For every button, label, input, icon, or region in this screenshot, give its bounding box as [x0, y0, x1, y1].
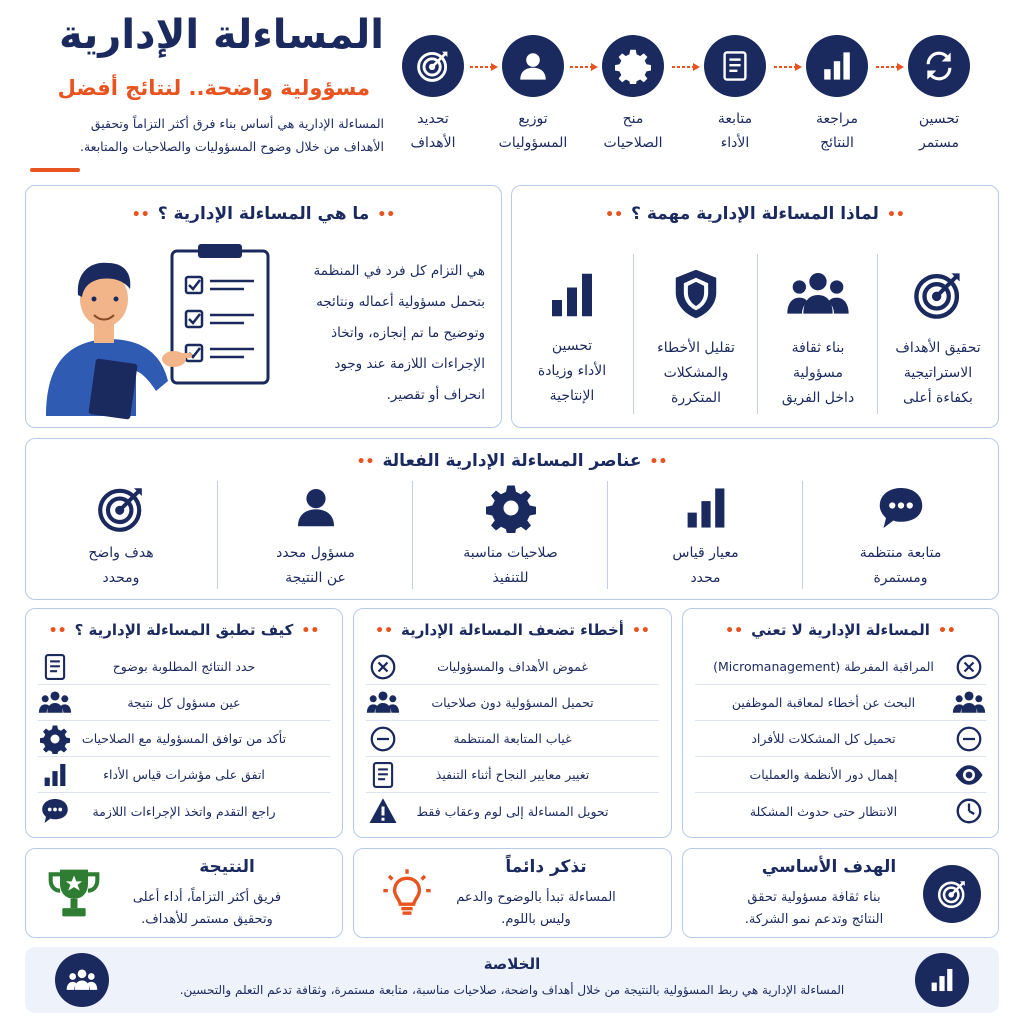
what-is-card: ••ما هي المساءلة الإدارية ؟•• هي التزام كل فرد في المنظمة بتحمل مسؤولية أعماله ونتائجه وتوضيح ما تم إنجازه، واتخاذ الإجراءات اللازمة عند وجود انحراف أو تقصير. [25, 185, 502, 428]
list-item: إهمال دور الأنظمة والعمليات [695, 757, 986, 793]
mistakes-title: أخطاء تضعف المساءلة الإدارية [401, 621, 624, 639]
eye-icon [953, 760, 985, 790]
goal-badge [923, 865, 981, 923]
user-icon [516, 49, 550, 83]
summary-title: الخلاصة [483, 955, 541, 973]
step-assign-responsibilities [488, 35, 578, 155]
not-mean-card: ••المساءلة الإدارية لا تعني•• المراقبة المفرطة (Micromanagement) البحث عن أخطاء لمعاقبة الموظفين تحميل كل المشكلات للأفراد إهمال دور الأنظمة والعمليات الانتظار حتى حدوث المشكلة [682, 608, 999, 838]
mistakes-card: ••أخطاء تضعف المساءلة الإدارية•• غموض الأهداف والمسؤوليات تحميل المسؤولية دون صلاحيات غياب المتابعة المنتظمة تغيير معايير النجاح أثناء التنفيذ تحويل المساءلة إلى لوم وعقاب فقط [353, 608, 672, 838]
step-label: النتائج [820, 135, 854, 151]
result-title: النتيجة [199, 857, 255, 877]
target-icon [911, 268, 965, 322]
shield-icon [669, 266, 723, 322]
step-grant-authority [588, 35, 678, 155]
header-underline [30, 168, 80, 172]
step-label: الصلاحيات [603, 135, 663, 151]
user-icon [292, 483, 340, 531]
team-icon [38, 689, 72, 717]
summary-text: المساءلة الإدارية هي ربط المسؤولية بالنتيجة من خلال أهداف واضحة، صلاحيات مناسبة، متابعة مستمرة، وثقافة تدعم التعلم والتحسين. [179, 983, 845, 997]
list-item: تحميل المسؤولية دون صلاحيات [366, 685, 659, 721]
bar-chart-icon [42, 762, 68, 788]
why-item-culture: بناء ثقافة مسؤولية داخل الفريق [758, 268, 878, 411]
list-item: غياب المتابعة المنتظمة [366, 721, 659, 757]
why-item-goals: تحقيق الأهداف الاستراتيجية بكفاءة أعلى [878, 268, 998, 411]
goal-title: الهدف الأساسي [761, 857, 897, 877]
step-label: مستمر [918, 135, 960, 151]
goal-card [682, 848, 999, 938]
document-icon [719, 50, 751, 82]
list-item: تأكد من توافق المسؤولية مع الصلاحيات [38, 721, 330, 757]
list-item: تحويل المساءلة إلى لوم وعقاب فقط [366, 793, 659, 829]
bar-chart-icon [547, 270, 597, 320]
person-with-checklist-illustration [36, 241, 296, 421]
list-item: غموض الأهداف والمسؤوليات [366, 649, 659, 685]
remember-title: تذكر دائماً [505, 857, 587, 877]
why-important-card: ••لماذا المساءلة الإدارية مهمة ؟•• تحقيق الأهداف الاستراتيجية بكفاءة أعلى بناء ثقافة مسؤولية داخل الفريق تقليل الأخطاء والمشكلات المتكررة تحسين الأداء وزيادة الإنتاجية [511, 185, 999, 428]
element-responsible-person: مسؤول محدد عن النتيجة [218, 483, 413, 591]
remember-text: المساءلة تبدأ بالوضوح والدعم وليس باللوم. [456, 890, 616, 927]
minus-circle-icon [368, 724, 398, 754]
list-item: الانتظار حتى حدوث المشكلة [695, 793, 986, 829]
what-is-text: هي التزام كل فرد في المنظمة بتحمل مسؤولية أعماله ونتائجه وتوضيح ما تم إنجازه، واتخاذ الإجراءات اللازمة عند وجود انحراف أو تقصير. [313, 263, 485, 403]
team-icon [952, 689, 986, 717]
lightbulb-icon [380, 867, 434, 921]
document-icon [369, 761, 397, 789]
clock-icon [954, 796, 984, 826]
bar-chart-icon [821, 50, 853, 82]
list-item: البحث عن أخطاء لمعاقبة الموظفين [695, 685, 986, 721]
refresh-icon [921, 48, 957, 84]
why-item-reduce-errors: تقليل الأخطاء والمشكلات المتكررة [634, 266, 758, 411]
step-label: متابعة [717, 111, 753, 127]
document-icon [41, 653, 69, 681]
what-is-title: ما هي المساءلة الإدارية ؟ [157, 204, 370, 224]
list-item: اتفق على مؤشرات قياس الأداء [38, 757, 330, 793]
list-item: حدد النتائج المطلوبة بوضوح [38, 649, 330, 685]
step-label: تحديد [417, 111, 449, 127]
chat-icon [876, 483, 926, 533]
element-regular-followup: متابعة منتظمة ومستمرة [803, 483, 998, 591]
step-review-results [792, 35, 882, 155]
not-mean-title: المساءلة الإدارية لا تعني [751, 621, 930, 639]
step-continuous-improvement [894, 35, 984, 155]
list-item: تغيير معايير النجاح أثناء التنفيذ [366, 757, 659, 793]
x-circle-icon [954, 652, 984, 682]
list-item: راجع التقدم واتخذ الإجراءات اللازمة [38, 793, 330, 829]
step-label: المسؤوليات [498, 135, 568, 151]
remember-card [353, 848, 672, 938]
how-apply-title: كيف تطبق المساءلة الإدارية ؟ [74, 621, 294, 639]
list-item: تحميل كل المشكلات للأفراد [695, 721, 986, 757]
summary-badge-left [55, 953, 109, 1007]
header-description-1: المساءلة الإدارية هي أساس بناء فرق أكثر التزاماً وتحقيق [90, 116, 384, 131]
element-authority: صلاحيات مناسبة للتنفيذ [413, 483, 608, 591]
page-title: المساءلة الإدارية [59, 12, 384, 58]
elements-title: عناصر المساءلة الإدارية الفعالة [382, 451, 642, 471]
step-label: توزيع [518, 111, 548, 127]
gear-icon [40, 724, 70, 754]
chat-icon [39, 796, 71, 826]
target-icon [936, 878, 968, 910]
step-label: مراجعة [815, 111, 859, 127]
team-icon [786, 268, 850, 322]
elements-card: ••عناصر المساءلة الإدارية الفعالة•• متابعة منتظمة ومستمرة معيار قياس محدد صلاحيات مناسبة للتنفيذ مسؤول محدد عن النتيجة هدف واضح ومحدد [25, 438, 999, 600]
how-apply-card: ••كيف تطبق المساءلة الإدارية ؟•• حدد النتائج المطلوبة بوضوح عين مسؤول كل نتيجة تأكد من توافق المسؤولية مع الصلاحيات اتفق على مؤشرات قياس الأداء راجع التقدم واتخذ الإجراءات اللازمة [25, 608, 343, 838]
step-label: تحسين [918, 111, 960, 127]
element-clear-goal: هدف واضح ومحدد [24, 483, 218, 591]
list-item: المراقبة المفرطة (Micromanagement) [695, 649, 986, 685]
target-icon [415, 48, 451, 84]
step-label: الأهداف [410, 135, 456, 151]
header [20, 12, 384, 182]
target-icon [95, 483, 147, 535]
bar-chart-icon [683, 485, 729, 531]
page-subtitle: مسؤولية واضحة.. لنتائج أفضل [57, 76, 370, 100]
team-icon [366, 689, 400, 717]
x-circle-icon [368, 652, 398, 682]
element-measurement-standard: معيار قياس محدد [608, 485, 803, 591]
minus-circle-icon [954, 724, 984, 754]
why-item-performance: تحسين الأداء وزيادة الإنتاجية [510, 270, 634, 409]
result-text: فريق أكثر التزاماً، أداء أعلى وتحقيق مستمر للأهداف. [132, 890, 282, 927]
trophy-icon [46, 865, 102, 921]
gear-icon [486, 483, 536, 533]
goal-text: بناء ثقافة مسؤولية تحقق النتائج وتدعم نمو الشركة. [744, 890, 884, 927]
result-card [25, 848, 343, 938]
step-set-goals [388, 35, 478, 155]
list-item: عين مسؤول كل نتيجة [38, 685, 330, 721]
step-label: منح [622, 111, 644, 127]
gear-icon [615, 48, 651, 84]
team-icon [66, 967, 98, 994]
header-description-2: الأهداف من خلال وضوح المسؤوليات والصلاحيات والمتابعة. [80, 139, 384, 154]
why-important-title: لماذا المساءلة الإدارية مهمة ؟ [631, 204, 879, 224]
step-track-performance [690, 35, 780, 155]
warning-icon [367, 796, 399, 826]
summary-bar [25, 947, 999, 1013]
step-label: الأداء [720, 135, 750, 151]
